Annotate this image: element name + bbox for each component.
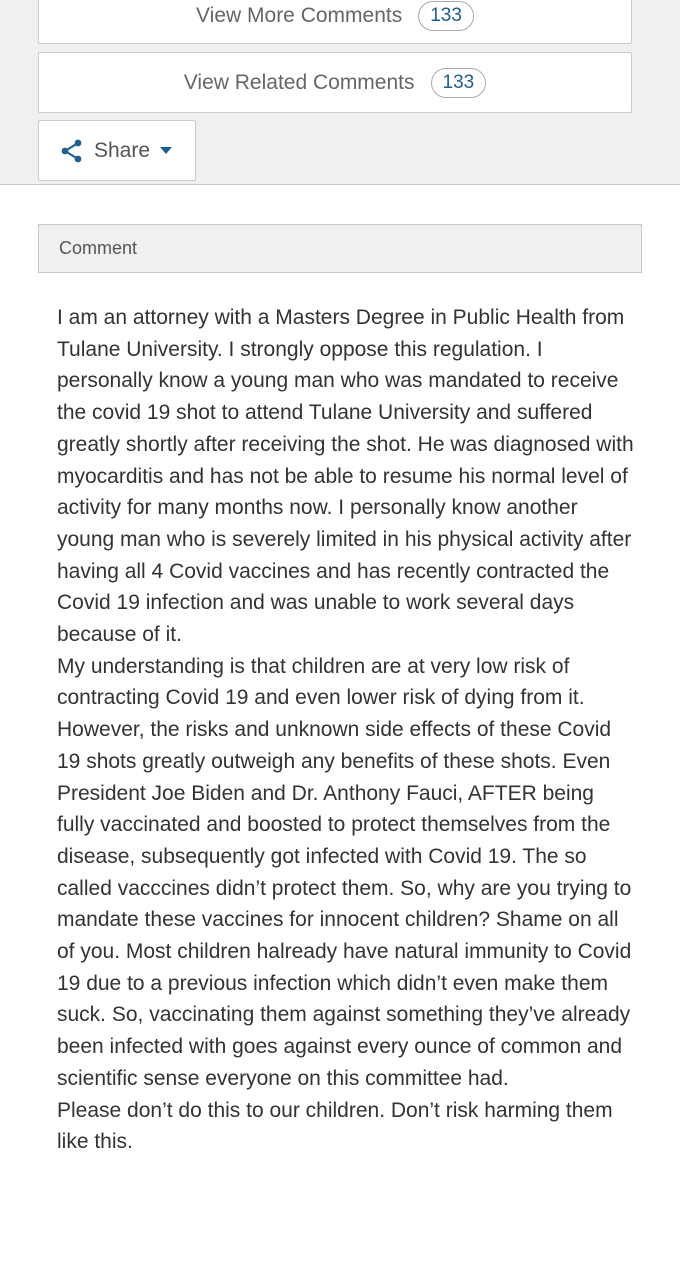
view-more-comments-button[interactable] xyxy=(38,0,632,44)
comments-actions-panel xyxy=(0,0,680,185)
view-more-comments-count-badge: 133 xyxy=(418,1,474,31)
comment-paragraph: I am an attorney with a Masters Degree in Public Health from Tulane University. I strongly oppose this regulation. I personally know a young man who was mandated to receive the covid 19 shot to attend Tulane University and suffered greatly shortly after receiving the shot. He was diagnosed with myocarditis and has not be able to resume his normal level of activity for many months now. I personally know another young man who is severely limited in his physical activity after having all 4 Covid vaccines and has recently contracted the Covid 19 infection and was unable to work several days because of it. xyxy=(57,306,634,647)
comment-section-header xyxy=(38,224,642,273)
share-dropdown-button[interactable] xyxy=(38,120,196,181)
share-label: Share xyxy=(94,138,151,162)
comment-body xyxy=(57,302,637,1158)
view-related-comments-button[interactable] xyxy=(38,52,632,113)
comment-paragraph: Please don’t do this to our children. Don’t risk harming them like this. xyxy=(57,1098,613,1154)
view-more-comments-label: View More Comments xyxy=(196,3,403,27)
view-related-comments-label: View Related Comments xyxy=(183,70,415,94)
share-icon xyxy=(59,138,85,164)
comment-paragraph: My understanding is that children are at very low risk of contracting Covid 19 and even lower risk of dying from it. However, the risks and unknown side effects of these Covid 19 shots greatly outweigh any benefits of these shots. Even President Joe Biden and Dr. Anthony Fauci, AFTER being fully vaccinated and boosted to protect themselves from the disease, subsequently got infected with Covid 19. The so called vacccines didn’t protect them. So, why are you trying to mandate these vaccines for innocent children? Shame on all of you. Most children halready have natural immunity to Covid 19 due to a previous infection which didn’t even make them suck. So, vaccinating them against something they’ve already been infected with goes against every ounce of common and scientific sense everyone on this committee had. xyxy=(57,654,632,1090)
comment-header-label: Comment xyxy=(59,238,138,258)
caret-down-icon xyxy=(160,147,172,155)
view-related-comments-count-badge: 133 xyxy=(431,68,487,98)
